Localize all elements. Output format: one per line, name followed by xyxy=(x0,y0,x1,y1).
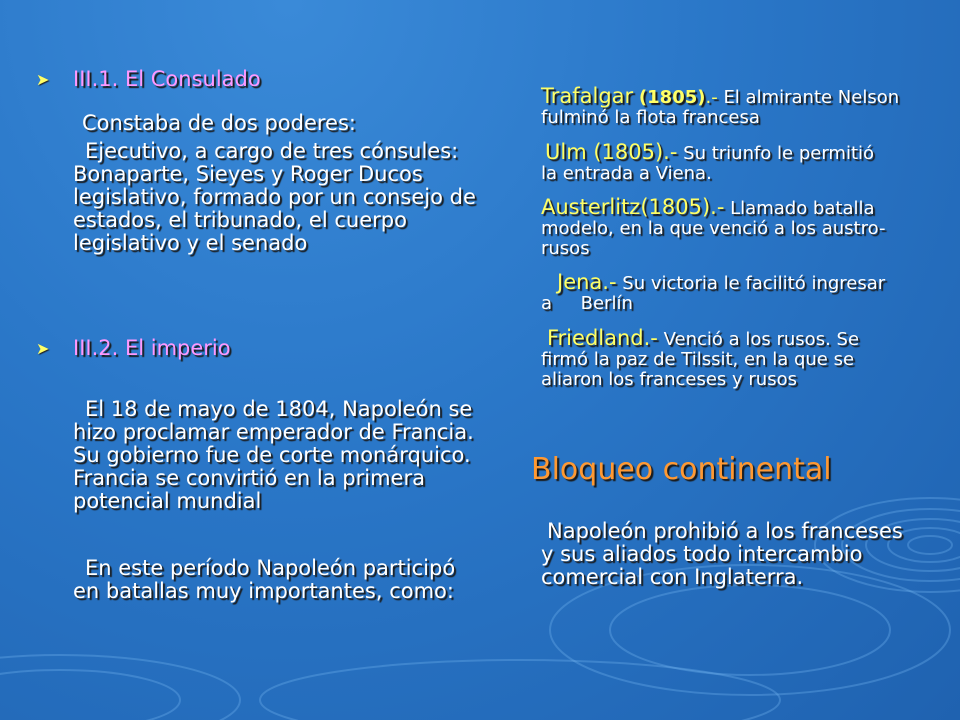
battle-text: Su triunfo le permitió la entrada a Viena. xyxy=(541,143,875,184)
battle-name: Ulm (1805).- xyxy=(545,140,678,164)
arrow-bullet-icon: ➤ xyxy=(36,70,50,89)
battle-text: Llamado batalla modelo, en la que venció a los austro- rusos xyxy=(541,198,886,259)
battle-friedland xyxy=(541,327,911,390)
battle-name: Trafalgar xyxy=(541,84,634,108)
battle-text: Venció a los rusos. Se firmó la paz de Tilssit, en la que se aliaron los franceses y rusos xyxy=(541,329,860,390)
battle-name: Austerlitz(1805).- xyxy=(541,195,725,219)
battle-year: (1805) xyxy=(638,87,706,108)
arrow-bullet-icon: ➤ xyxy=(36,339,50,358)
battle-name: Jena.- xyxy=(557,270,617,294)
imperio-paragraph: El 18 de mayo de 1804, Napoleón se hizo proclamar emperador de Francia. Su gobierno fue de corte monárquico. Francia se convirtió en la primera potencial mundial xyxy=(73,397,474,513)
bloqueo-paragraph: Napoleón prohibió a los franceses y sus aliados todo intercambio comercial con Inglaterra. xyxy=(541,519,903,589)
heading-consulado: III.1. El Consulado xyxy=(73,67,261,91)
batallas-intro: En este período Napoleón participó en batallas muy importantes, como: xyxy=(73,556,456,603)
battle-austerlitz xyxy=(541,196,921,259)
battle-name: Friedland.- xyxy=(547,326,658,350)
consulado-paragraph: Ejecutivo, a cargo de tres cónsules: Bonaparte, Sieyes y Roger Ducos legislativo, formado por un consejo de estados, el tribunado, el cuerpo legislativo y el senado xyxy=(73,139,476,255)
battle-trafalgar xyxy=(541,85,921,128)
battle-sep: .- xyxy=(705,87,724,108)
bloqueo-title: Bloqueo continental xyxy=(531,452,832,487)
battle-jena xyxy=(541,271,901,314)
battle-ulm xyxy=(541,141,881,184)
consulado-subtitle: Constaba de dos poderes: xyxy=(82,111,356,135)
battle-text: Su victoria le facilitó ingresar a Berlín xyxy=(541,273,891,314)
battle-text: El almirante Nelson fulminó la flota francesa xyxy=(541,87,900,128)
heading-imperio: III.2. El imperio xyxy=(73,336,231,360)
